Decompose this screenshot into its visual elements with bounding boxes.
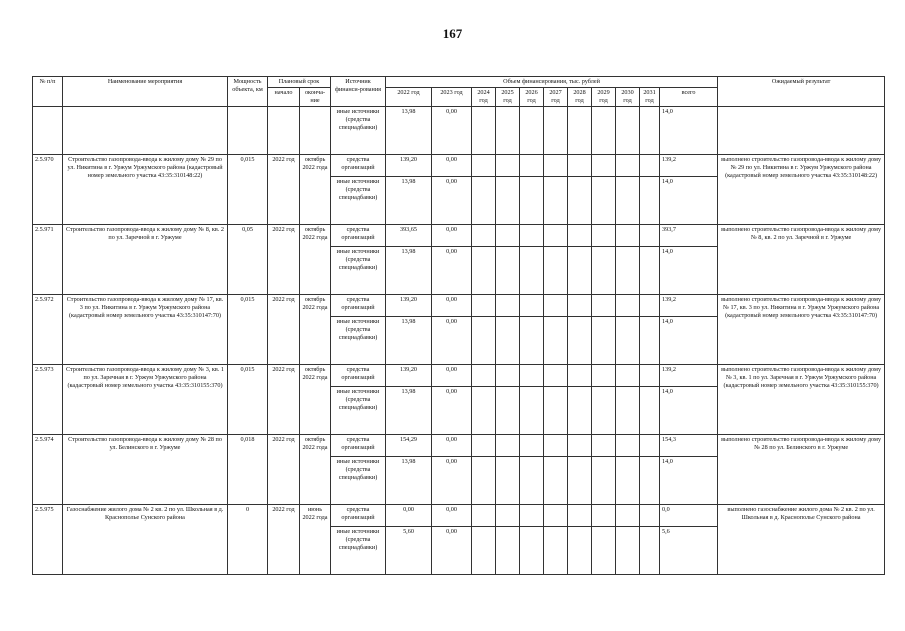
entry-capacity: 0,015 xyxy=(228,155,268,225)
header-num: № п/п xyxy=(33,77,63,107)
source-cell: средства организаций xyxy=(331,295,386,317)
empty-year-cell xyxy=(568,177,592,225)
empty-year-cell xyxy=(520,387,544,435)
empty-year-cell xyxy=(640,365,660,387)
header-year-2031: 2031 год xyxy=(640,88,660,107)
amount-2022: 0,00 xyxy=(386,505,432,527)
entry-name: Строительство газопровода-ввода к жилому дому № 28 по ул. Белинского в г. Уржуме xyxy=(63,435,228,505)
table-row xyxy=(33,365,885,387)
empty-year-cell xyxy=(496,435,520,457)
table-row xyxy=(33,435,885,457)
empty-year-cell xyxy=(472,387,496,435)
empty-year-cell xyxy=(592,457,616,505)
entry-capacity: 0,015 xyxy=(228,365,268,435)
entry-result: выполнено строительство газопровода-ввода к жилому дому № 3, кв. 1 по ул. Заречная в г. Уржум Уржумского района (кадастровый номер земельного участка 43:35:310155:370) xyxy=(718,365,885,435)
amount-total: 14,0 xyxy=(660,457,718,505)
empty-year-cell xyxy=(616,225,640,247)
entry-number: 2.5.975 xyxy=(33,505,63,575)
amount-total: 14,0 xyxy=(660,247,718,295)
empty-year-cell xyxy=(544,387,568,435)
empty-year-cell xyxy=(496,317,520,365)
source-cell: иные источники (средства спецнадбавки) xyxy=(331,247,386,295)
empty-year-cell xyxy=(568,527,592,575)
empty-year-cell xyxy=(496,387,520,435)
header-year-2029: 2029 год xyxy=(592,88,616,107)
entry-name: Строительство газопровода-ввода к жилому дому № 3, кв. 1 по ул. Заречная в г. Уржум Уржумского района (кадастровый номер земельного участка 43:35:310155:370) xyxy=(63,365,228,435)
header-name: Наименование мероприятия xyxy=(63,77,228,107)
amount-2022: 13,98 xyxy=(386,387,432,435)
amount-2023: 0,00 xyxy=(432,225,472,247)
empty-year-cell xyxy=(568,225,592,247)
entry-name: Строительство газопровода-ввода к жилому дому № 29 по ул. Никитина в г. Уржум Уржумского района (кадастровый номер земельного участка 43:35:310148:22) xyxy=(63,155,228,225)
entry-start: 2022 год xyxy=(268,435,300,505)
amount-2023: 0,00 xyxy=(432,247,472,295)
empty-year-cell xyxy=(472,177,496,225)
source-cell: средства организаций xyxy=(331,365,386,387)
amount-total: 14,0 xyxy=(660,317,718,365)
empty-year-cell xyxy=(568,457,592,505)
empty-year-cell xyxy=(520,505,544,527)
empty-year-cell xyxy=(592,317,616,365)
header-total: всего xyxy=(660,88,718,107)
source-cell: средства организаций xyxy=(331,225,386,247)
entry-result: выполнено газоснабжение жилого дома № 2 кв. 2 по ул. Школьная в д. Краснополье Сунского района xyxy=(718,505,885,575)
amount-2023: 0,00 xyxy=(432,295,472,317)
header-end: оконча-ние xyxy=(300,88,331,107)
source-cell: иные источники (средства спецнадбавки) xyxy=(331,457,386,505)
entry-end: октябрь 2022 года xyxy=(300,295,331,365)
header-year-2023: 2023 год xyxy=(432,88,472,107)
header-start: начало xyxy=(268,88,300,107)
empty-year-cell xyxy=(592,155,616,177)
entry-end: октябрь 2022 года xyxy=(300,435,331,505)
amount-total: 154,3 xyxy=(660,435,718,457)
entry-capacity: 0,015 xyxy=(228,295,268,365)
source-cell: иные источники (средства спецнадбавки) xyxy=(331,107,386,155)
entry-name: Строительство газопровода-ввода к жилому дому № 8, кв. 2 по ул. Заречной в г. Уржуме xyxy=(63,225,228,295)
empty-year-cell xyxy=(568,505,592,527)
page-number: 167 xyxy=(442,26,463,41)
empty-year-cell xyxy=(472,295,496,317)
amount-2023: 0,00 xyxy=(432,527,472,575)
amount-2023: 0,00 xyxy=(432,155,472,177)
header-year-2026: 2026 год xyxy=(520,88,544,107)
amount-total: 139,2 xyxy=(660,155,718,177)
empty-year-cell xyxy=(520,457,544,505)
amount-2023: 0,00 xyxy=(432,107,472,155)
header-capacity: Мощность объекта, км xyxy=(228,77,268,107)
entry-capacity: 0,018 xyxy=(228,435,268,505)
source-cell: иные источники (средства спецнадбавки) xyxy=(331,177,386,225)
empty-year-cell xyxy=(592,247,616,295)
header-year-2025: 2025 год xyxy=(496,88,520,107)
empty-year-cell xyxy=(640,435,660,457)
empty-year-cell xyxy=(568,387,592,435)
empty-year-cell xyxy=(592,505,616,527)
entry-start: 2022 год xyxy=(268,155,300,225)
entry-number: 2.5.971 xyxy=(33,225,63,295)
amount-2022: 154,29 xyxy=(386,435,432,457)
header-plan-term: Плановый срок xyxy=(268,77,331,88)
entry-result: выполнено строительство газопровода-ввода к жилому дому № 29 по ул. Никитина в г. Уржум Уржумского района (кадастровый номер земельного участка 43:35:310148:22) xyxy=(718,155,885,225)
entry-capacity: 0 xyxy=(228,505,268,575)
empty-year-cell xyxy=(544,505,568,527)
empty-year-cell xyxy=(568,317,592,365)
entry-result: выполнено строительство газопровода-ввода к жилому дому № 28 по ул. Белинского в г. Уржуме xyxy=(718,435,885,505)
empty-year-cell xyxy=(568,295,592,317)
header-year-2024: 2024 год xyxy=(472,88,496,107)
empty-year-cell xyxy=(472,435,496,457)
entry-end: октябрь 2022 года xyxy=(300,225,331,295)
amount-2023: 0,00 xyxy=(432,505,472,527)
amount-total: 393,7 xyxy=(660,225,718,247)
empty-year-cell xyxy=(520,247,544,295)
amount-total: 5,6 xyxy=(660,527,718,575)
empty-year-cell xyxy=(568,247,592,295)
header-year-2030: 2030 год xyxy=(616,88,640,107)
header-funding: Объем финансирования, тыс. рублей xyxy=(386,77,718,88)
empty-year-cell xyxy=(544,177,568,225)
empty-year-cell xyxy=(496,247,520,295)
table-header xyxy=(33,77,885,107)
empty-year-cell xyxy=(592,295,616,317)
source-cell: средства организаций xyxy=(331,505,386,527)
empty-year-cell xyxy=(640,505,660,527)
header-year-2027: 2027 год xyxy=(544,88,568,107)
amount-2022: 13,98 xyxy=(386,457,432,505)
empty-year-cell xyxy=(592,365,616,387)
empty-year-cell xyxy=(616,435,640,457)
entry-capacity: 0,05 xyxy=(228,225,268,295)
entry-number: 2.5.970 xyxy=(33,155,63,225)
table-row xyxy=(33,107,885,155)
entry-start: 2022 год xyxy=(268,505,300,575)
entry-name: Газоснабжение жилого дома № 2 кв. 2 по ул. Школьная в д. Краснополье Сунского района xyxy=(63,505,228,575)
amount-total: 14,0 xyxy=(660,387,718,435)
amount-2022: 139,20 xyxy=(386,155,432,177)
empty-year-cell xyxy=(640,527,660,575)
amount-2023: 0,00 xyxy=(432,317,472,365)
empty-year-cell xyxy=(640,225,660,247)
empty-year-cell xyxy=(496,295,520,317)
source-cell: средства организаций xyxy=(331,435,386,457)
empty-year-cell xyxy=(616,247,640,295)
empty-year-cell xyxy=(520,225,544,247)
table-row xyxy=(33,155,885,177)
empty-year-cell xyxy=(496,527,520,575)
entry-end: октябрь 2022 года xyxy=(300,365,331,435)
amount-2023: 0,00 xyxy=(432,457,472,505)
empty-year-cell xyxy=(640,247,660,295)
empty-year-cell xyxy=(472,365,496,387)
entry-number: 2.5.974 xyxy=(33,435,63,505)
empty-year-cell xyxy=(592,435,616,457)
source-cell: иные источники (средства спецнадбавки) xyxy=(331,527,386,575)
empty-year-cell xyxy=(640,155,660,177)
empty-year-cell xyxy=(568,435,592,457)
entry-result: выполнено строительство газопровода-ввода к жилому дому № 8, кв. 2 по ул. Заречной в г. Уржуме xyxy=(718,225,885,295)
empty-year-cell xyxy=(520,155,544,177)
empty-year-cell xyxy=(544,317,568,365)
empty-year-cell xyxy=(520,365,544,387)
amount-2023: 0,00 xyxy=(432,435,472,457)
table-body xyxy=(33,107,885,575)
empty-year-cell xyxy=(472,457,496,505)
empty-year-cell xyxy=(568,155,592,177)
entry-end: июнь 2022 года xyxy=(300,505,331,575)
amount-total: 139,2 xyxy=(660,365,718,387)
empty-year-cell xyxy=(520,435,544,457)
entry-number: 2.5.973 xyxy=(33,365,63,435)
empty-year-cell xyxy=(568,365,592,387)
empty-year-cell xyxy=(472,155,496,177)
empty-year-cell xyxy=(640,457,660,505)
empty-year-cell xyxy=(472,225,496,247)
empty-year-cell xyxy=(592,225,616,247)
amount-2022: 13,98 xyxy=(386,177,432,225)
empty-year-cell xyxy=(592,177,616,225)
empty-year-cell xyxy=(616,457,640,505)
amount-2022: 13,98 xyxy=(386,317,432,365)
table-row xyxy=(33,225,885,247)
empty-year-cell xyxy=(520,527,544,575)
empty-year-cell xyxy=(616,155,640,177)
amount-2022: 13,98 xyxy=(386,247,432,295)
entry-start: 2022 год xyxy=(268,225,300,295)
empty-year-cell xyxy=(592,527,616,575)
empty-year-cell xyxy=(472,505,496,527)
empty-year-cell xyxy=(520,177,544,225)
entry-start: 2022 год xyxy=(268,365,300,435)
entry-result: выполнено строительство газопровода-ввода к жилому дому № 17, кв. 3 по ул. Никитина в г. Уржум Уржумского района (кадастровый номер земельного участка 43:35:310147:70) xyxy=(718,295,885,365)
empty-year-cell xyxy=(520,295,544,317)
amount-2022: 139,20 xyxy=(386,295,432,317)
empty-year-cell xyxy=(544,527,568,575)
empty-year-cell xyxy=(520,317,544,365)
amount-2022: 13,98 xyxy=(386,107,432,155)
empty-year-cell xyxy=(472,247,496,295)
amount-2022: 5,60 xyxy=(386,527,432,575)
empty-year-cell xyxy=(472,527,496,575)
empty-year-cell xyxy=(616,317,640,365)
amount-total: 0,0 xyxy=(660,505,718,527)
empty-year-cell xyxy=(616,387,640,435)
source-cell: иные источники (средства спецнадбавки) xyxy=(331,387,386,435)
table-row xyxy=(33,505,885,527)
empty-year-cell xyxy=(616,177,640,225)
empty-year-cell xyxy=(640,295,660,317)
empty-year-cell xyxy=(472,317,496,365)
amount-2023: 0,00 xyxy=(432,387,472,435)
empty-year-cell xyxy=(496,177,520,225)
empty-year-cell xyxy=(616,505,640,527)
empty-year-cell xyxy=(496,505,520,527)
empty-year-cell xyxy=(544,155,568,177)
header-source: Источник финанси-рования xyxy=(331,77,386,107)
empty-year-cell xyxy=(544,457,568,505)
empty-year-cell xyxy=(496,155,520,177)
empty-year-cell xyxy=(544,295,568,317)
source-cell: средства организаций xyxy=(331,155,386,177)
source-cell: иные источники (средства спецнадбавки) xyxy=(331,317,386,365)
empty-year-cell xyxy=(640,177,660,225)
empty-year-cell xyxy=(544,435,568,457)
empty-year-cell xyxy=(496,365,520,387)
empty-year-cell xyxy=(496,225,520,247)
amount-2023: 0,00 xyxy=(432,365,472,387)
header-result: Ожидаемый результат xyxy=(718,77,885,107)
financing-table xyxy=(32,76,885,575)
empty-year-cell xyxy=(592,387,616,435)
empty-year-cell xyxy=(496,457,520,505)
empty-year-cell xyxy=(616,527,640,575)
amount-total: 14,0 xyxy=(660,177,718,225)
header-year-2022: 2022 год xyxy=(386,88,432,107)
amount-2022: 139,20 xyxy=(386,365,432,387)
amount-total: 139,2 xyxy=(660,295,718,317)
table-row xyxy=(33,295,885,317)
entry-end: октябрь 2022 года xyxy=(300,155,331,225)
entry-name: Строительство газопровода-ввода к жилому дому № 17, кв. 3 по ул. Никитина в г. Уржум Уржумского района (кадастровый номер земельного участка 43:35:310147:70) xyxy=(63,295,228,365)
header-year-2028: 2028 год xyxy=(568,88,592,107)
amount-total: 14,0 xyxy=(660,107,718,155)
empty-year-cell xyxy=(616,365,640,387)
entry-start: 2022 год xyxy=(268,295,300,365)
entry-number: 2.5.972 xyxy=(33,295,63,365)
amount-2023: 0,00 xyxy=(432,177,472,225)
empty-year-cell xyxy=(640,387,660,435)
empty-year-cell xyxy=(640,317,660,365)
amount-2022: 393,65 xyxy=(386,225,432,247)
empty-year-cell xyxy=(544,365,568,387)
empty-year-cell xyxy=(544,247,568,295)
empty-year-cell xyxy=(616,295,640,317)
empty-year-cell xyxy=(544,225,568,247)
